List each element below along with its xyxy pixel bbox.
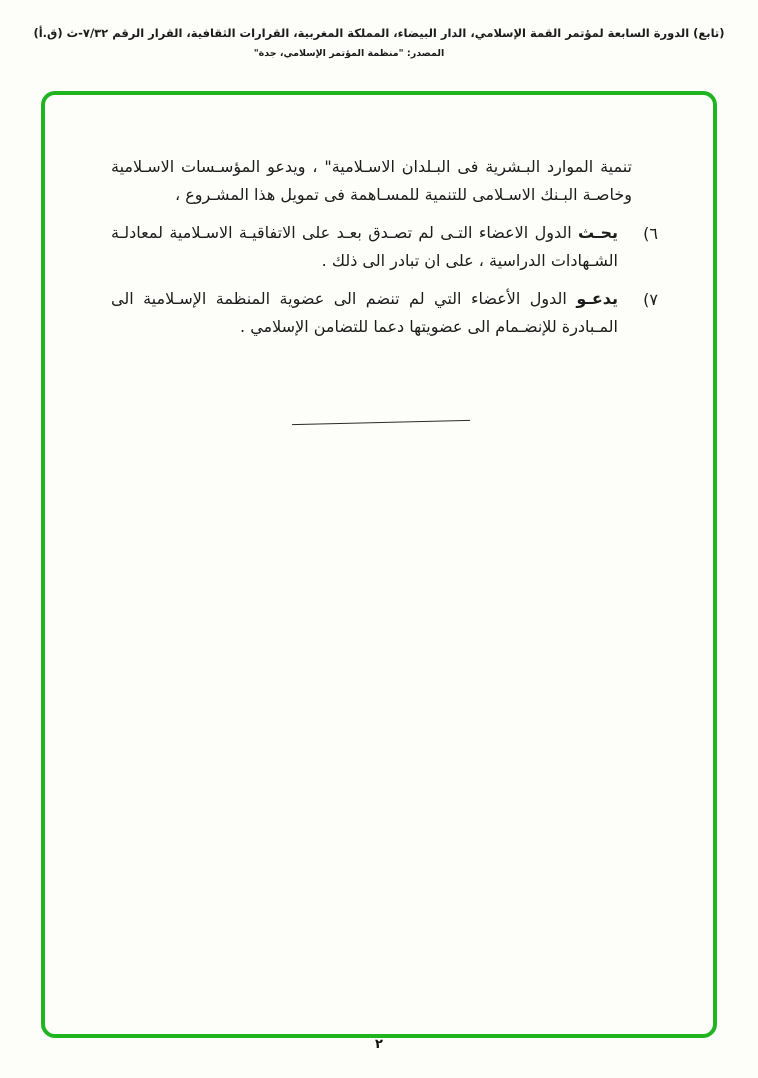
document-header [0, 26, 758, 59]
list-item-6 [111, 219, 658, 274]
item-text-6 [111, 219, 618, 274]
header-citation: (تابع) الدورة السابعة لمؤتمر القمة الإسلامي، الدار البيضاء، المملكة المغربية، القرارات الثقافية، القرار الرقم ٧/٣٢-ث (ق.أ) [33, 26, 725, 40]
header-source: المصدر: "منظمة المؤتمر الإسلامي، جدة" [253, 48, 445, 59]
item-number-7: ٧) [643, 290, 658, 309]
item-text-7 [111, 285, 618, 340]
list-item-7 [111, 285, 658, 340]
paragraph-intro: تنمية الموارد البـشرية فى البـلدان الاسـلامية" ، ويدعو المؤسـسات الاسـلامية وخاصـة البـنك الاسـلامى للتنمية للمسـاهمة فى تمويل هذا المشـروع ، [111, 157, 632, 204]
document-body [111, 153, 658, 340]
item-lead-6: يحـث [578, 223, 618, 242]
green-border-frame [41, 91, 717, 1038]
page-number: ٢ [375, 1037, 383, 1052]
item-number-6: ٦) [643, 224, 658, 243]
separator-line [292, 420, 470, 425]
item-body-6: الدول الاعضاء التـى لم تصـدق بعـد على الاتفاقيـة الاسـلامية لمعادلـة الشـهادات الدراسية ، على ان تبادر الى ذلك . [111, 223, 618, 270]
item-body-7: الدول الأعضاء التي لم تنضم الى عضوية المنظمة الإسـلامية الى المـبادرة للإنضـمام الى عضويتها دعما للتضامن الإسلامي . [111, 289, 618, 336]
item-lead-7: يدعـو [576, 289, 618, 308]
